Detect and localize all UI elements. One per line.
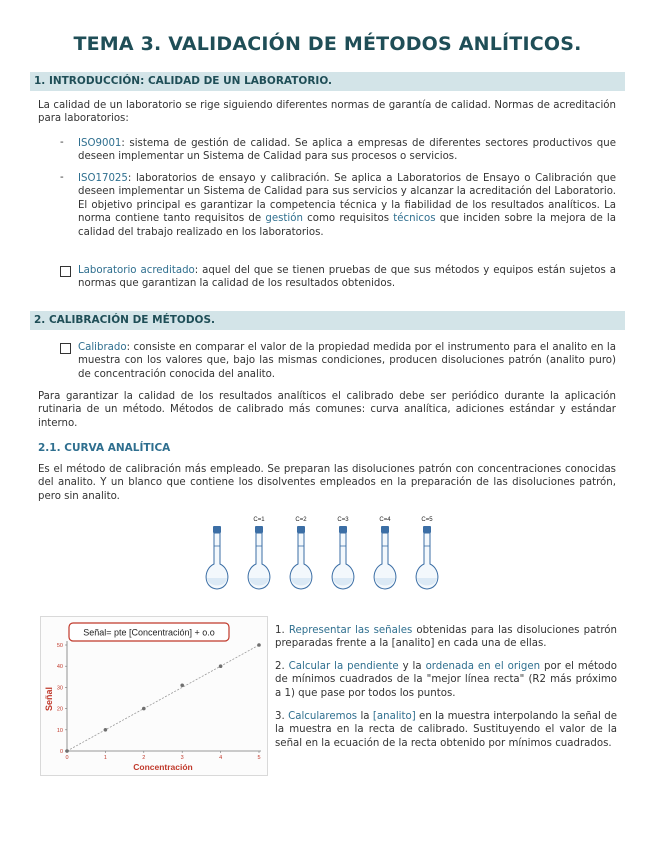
iso17025-term: ISO17025 [78, 173, 128, 184]
x-axis-label: Concentración [133, 762, 193, 772]
bullet-dash: - [60, 172, 64, 183]
flask-label: C=4 [379, 517, 391, 523]
section-2-band [30, 311, 625, 330]
gestion-term: gestión [265, 213, 303, 225]
section-1-heading: 1. INTRODUCCIÓN: CALIDAD DE UN LABORATORIO. [34, 75, 333, 87]
chart-title: Señal= pte [Concentración] + o.o [83, 627, 215, 638]
flask-label: C=1 [253, 517, 265, 523]
iso17025-text-b: como requisitos [302, 213, 394, 225]
iso9001-term: ISO9001 [78, 138, 122, 149]
y-tick-label: 20 [56, 706, 63, 713]
y-tick-label: 10 [56, 727, 63, 734]
volumetric-flask [332, 517, 354, 589]
data-point [142, 707, 146, 711]
iso17025-item [78, 172, 616, 239]
step-2-text: por el método de mínimos cuadrados de la "mejor línea recta" (R2 más próximo a 1) que pase por todos los puntos. [275, 661, 617, 699]
curva-paragraph: Es el método de calibración más empleado. Se preparan las disoluciones patrón con concentraciones conocidas del analito. Y un blanco que contiene los disolventes empleados en la preparación de las disoluciones patrón, pero sin analito. [38, 464, 616, 502]
sub-heading-curva: 2.1. CURVA ANALÍTICA [38, 442, 171, 454]
iso9001-item [78, 137, 616, 164]
volumetric-flask [374, 517, 396, 589]
step-2-mid: y la [398, 661, 426, 672]
step-3 [275, 710, 617, 750]
calibrado-term: Calibrado [78, 342, 127, 353]
section-1-band [30, 72, 625, 91]
x-tick-label: 2 [142, 755, 146, 761]
calibrado-item [78, 341, 616, 381]
section-2-heading: 2. CALIBRACIÓN DE MÉTODOS. [34, 314, 216, 326]
x-tick-label: 1 [103, 755, 107, 761]
step-1-text: obtenidas para las disoluciones patrón preparadas frente a la [analito] en cada una de ellas. [275, 625, 617, 650]
volumetric-flask [416, 517, 438, 589]
step-2 [275, 660, 617, 700]
iso17025-text-c: que inciden sobre la mejora de la calidad del trabajo realizado en los laboratorios. [78, 213, 616, 238]
calibrado-paragraph: Para garantizar la calidad de los resultados analíticos el calibrado debe ser periódico durante la aplicación rutinaria de un método. Métodos de calibrado más comunes: curva analítica, adiciones estándar y estándar interno. [38, 391, 616, 429]
checkbox-icon [60, 343, 71, 354]
step-2-term-b: ordenada en el origen [425, 661, 541, 672]
page-title: TEMA 3. VALIDACIÓN DE MÉTODOS ANLÍTICOS. [73, 33, 582, 55]
flask-label: C=2 [295, 517, 307, 523]
x-tick-label: 0 [65, 755, 69, 761]
y-tick-label: 40 [56, 664, 63, 671]
data-point [104, 728, 108, 732]
y-tick-label: 50 [56, 643, 63, 649]
calibrado-text: : consiste en comparar el valor de la propiedad medida por el instrumento para el analito en la muestra con los valores que, bajo las mismas condiciones, producen disoluciones patrón (analito puro) de concentración conocida del analito. [78, 342, 616, 380]
flask-label: C=5 [421, 517, 433, 523]
iso9001-text: : sistema de gestión de calidad. Se aplica a empresas de diferentes sectores productivos que deseen implementar un Sistema de Calidad para sus procesos o servicios. [78, 138, 616, 163]
x-tick-label: 4 [219, 755, 223, 761]
flask-label: C=3 [337, 517, 349, 523]
step-3-number: 3. [275, 711, 289, 722]
y-tick-label: 0 [59, 749, 63, 755]
x-tick-label: 5 [257, 755, 261, 761]
intro-paragraph: La calidad de un laboratorio se rige siguiendo diferentes normas de garantía de calidad. Normas de acreditación para laboratorios: [38, 100, 616, 125]
tecnicos-term: técnicos [393, 213, 436, 225]
volumetric-flasks-illustration [200, 512, 460, 596]
data-point [180, 683, 184, 687]
step-3-text: en la muestra interpolando la señal de la muestra en la recta de calibrado. Sustituyendo el valor de la señal en la ecuación de la recta obtenido por mínimos cuadrados. [275, 711, 617, 749]
volumetric-flask [248, 517, 270, 589]
step-3-term-a: Calcularemos [288, 711, 358, 722]
iso17025-text-a: : laboratorios de ensayo y calibración. Se aplica a Laboratorios de Ensayo o Calibración que deseen implementar un Sistema de Calidad para sus servicios y alcanzar la acreditación del Laboratorio. El objetivo principal es garantizar la competencia técnica y la fiabilidad de los resultados analíticos. La norma contiene tanto requisitos de [78, 173, 616, 225]
y-axis-label: Señal [44, 686, 54, 712]
step-1 [275, 624, 617, 651]
y-tick-label: 30 [56, 685, 63, 692]
checkbox-icon [60, 266, 71, 277]
x-tick-label: 3 [180, 755, 184, 761]
step-1-number: 1. [275, 625, 289, 636]
data-point [257, 643, 261, 647]
trend-line [67, 645, 259, 751]
data-point [219, 664, 223, 668]
step-2-term-a: Calcular la pendiente [288, 661, 399, 672]
bullet-dash: - [60, 137, 64, 148]
volumetric-flask [290, 517, 312, 589]
lab-acreditado-item [78, 264, 616, 291]
data-point [65, 749, 69, 753]
calibration-chart [40, 616, 268, 776]
lab-acreditado-term: Laboratorio acreditado [78, 265, 195, 276]
step-3-mid: la [357, 711, 373, 722]
lab-acreditado-text: : aquel del que se tienen pruebas de que sus métodos y equipos están sujetos a normas que garantizan la calidad de los resultados obtenidos. [78, 265, 616, 290]
step-2-number: 2. [275, 661, 289, 672]
volumetric-flask [206, 526, 228, 589]
step-3-term-b: [analito] [372, 711, 416, 722]
step-1-term: Representar las señales [288, 625, 413, 636]
